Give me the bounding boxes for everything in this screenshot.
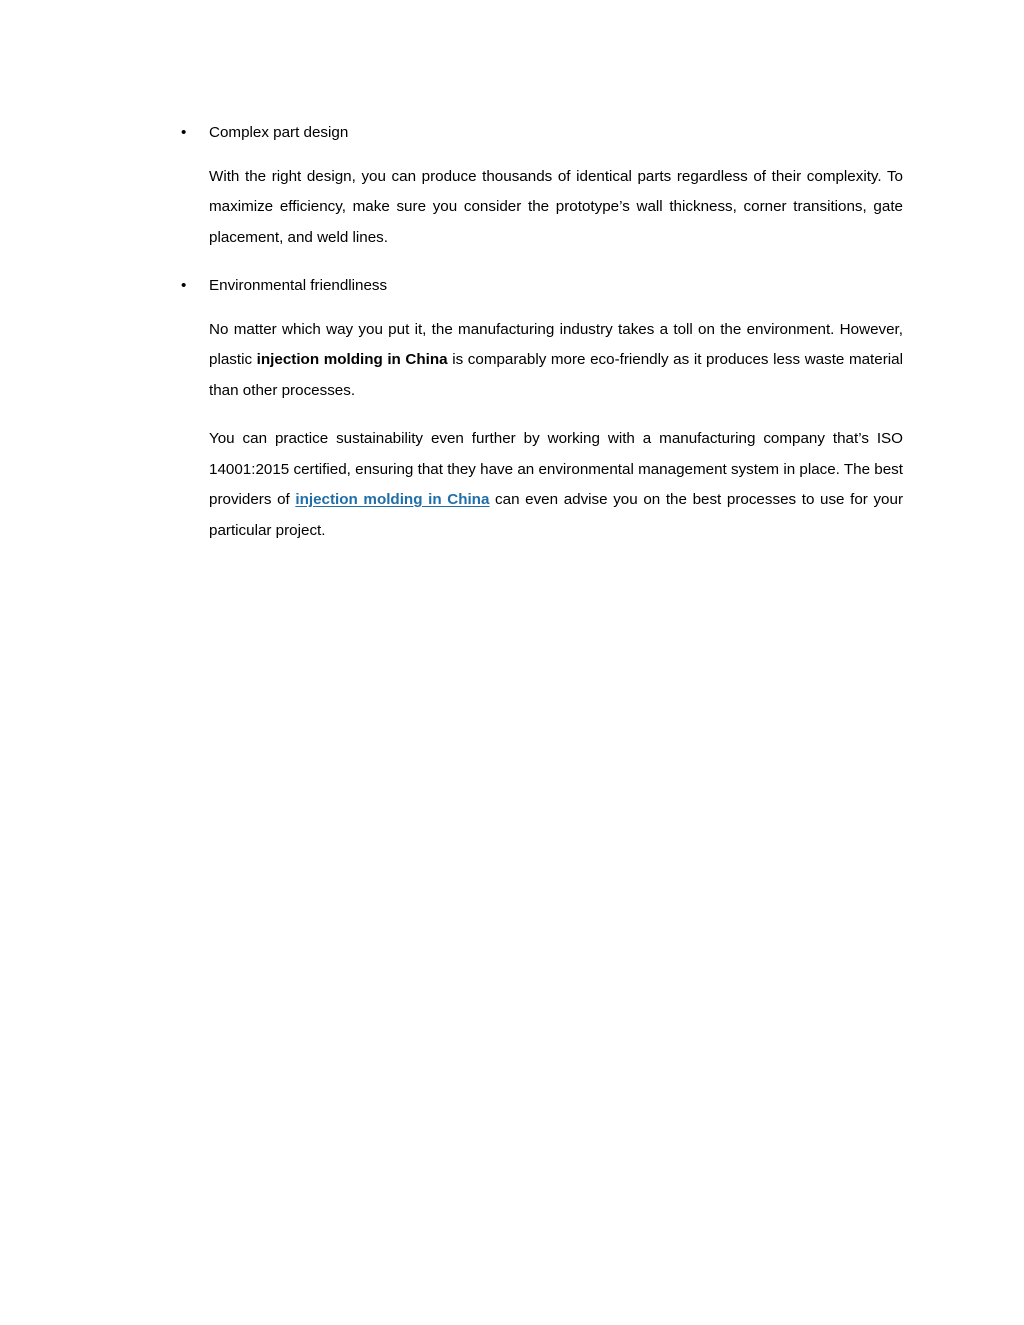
list-item-label: Environmental friendliness — [209, 277, 388, 294]
paragraph-text-segment: You can practice sustainability even further by working with a manufacturing company that’s ISO 14001:2015 certified, ensuring that they have an environmental management system in place. The best providers of — [209, 430, 903, 508]
document-content — [180, 118, 903, 546]
paragraph-sustainability — [209, 424, 903, 546]
bullet-icon: • — [181, 124, 187, 141]
paragraph-text-segment: can even advise you on the best processes to use for your particular project. — [209, 491, 904, 539]
list-item-label: Complex part design — [209, 124, 349, 141]
list-item — [180, 118, 903, 149]
paragraph-complex-part-design: With the right design, you can produce thousands of identical parts regardless of their complexity. To maximize efficiency, make sure you consider the prototype’s wall thickness, corner transitions, gate placement, and weld lines. — [209, 167, 903, 246]
bold-keyword-injection-molding-in-china: injection molding in China — [256, 351, 448, 368]
bullet-icon: • — [181, 277, 187, 294]
list-item — [180, 271, 903, 302]
paragraph-text-segment: No matter which way you put it, the manufacturing industry takes a toll on the environment. However, plastic — [209, 320, 903, 368]
link-injection-molding-in-china[interactable]: injection molding in China — [295, 491, 490, 508]
paragraph-environmental-friendliness — [209, 315, 903, 407]
paragraph-text-segment: is comparably more eco-friendly as it produces less waste material than other processes. — [209, 351, 903, 399]
